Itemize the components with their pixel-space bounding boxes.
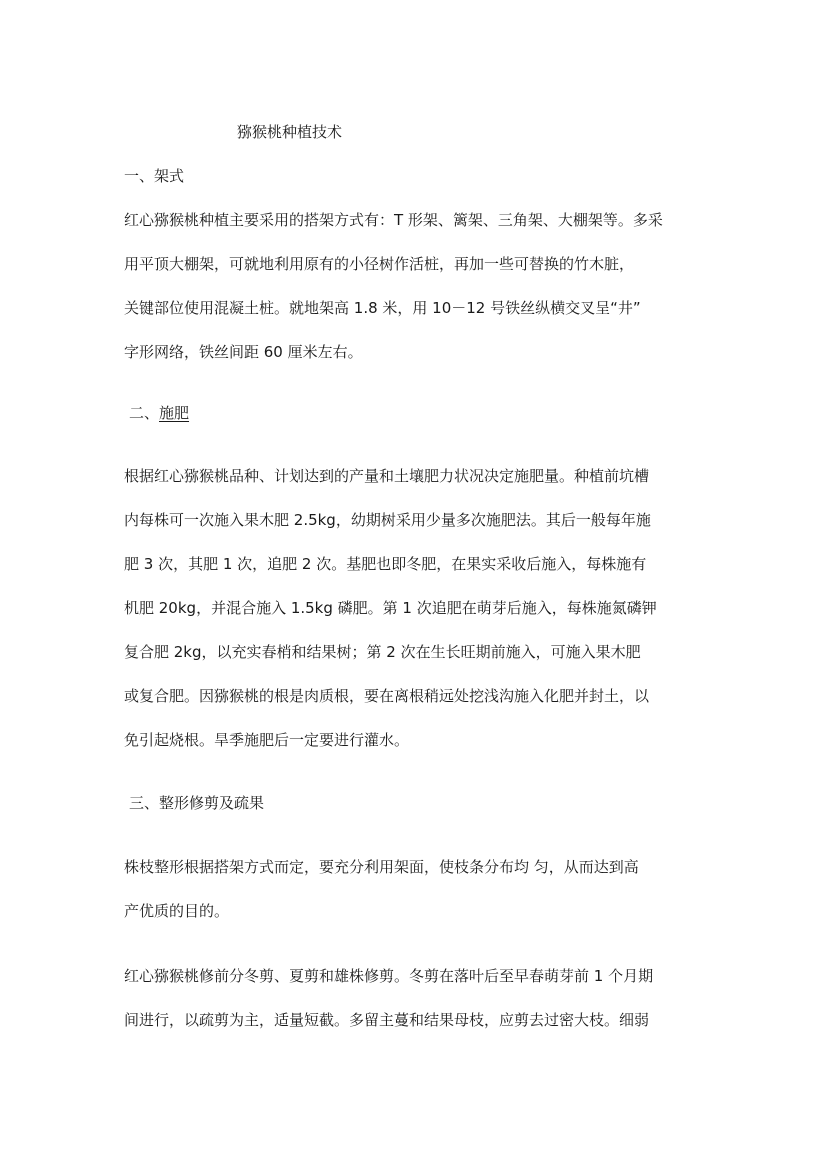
heading-prefix: 二、 <box>129 404 160 422</box>
text-line: 用平顶大棚架，可就地利用原有的小径树作活桩，再加一些可替换的竹木脏， <box>124 255 635 273</box>
paragraph-frame <box>124 210 709 362</box>
text-line: 产优质的目的。 <box>124 902 230 920</box>
text-line: 内每株可一次施入果木肥 2.5kg，幼期树采用少量多次施肥法。其后一般每年施 <box>124 511 651 529</box>
section-heading-frame: 一、架式 <box>124 167 185 185</box>
text-line: 红心猕猴桃种植主要采用的搭架方式有：T 形架、篱架、三角架、大棚架等。多采 <box>124 211 663 229</box>
paragraph-pruning <box>124 966 709 1030</box>
text-line: 复合肥 2kg，以充实春梢和结果树；第 2 次在生长旺期前施入，可施入果木肥 <box>124 643 641 661</box>
paragraph-fertilizing <box>124 466 709 750</box>
section-heading-fertilizing <box>129 403 189 423</box>
text-line: 机肥 20kg，并混合施入 1.5kg 磷肥。第 1 次追肥在萌芽后施入，每株施氮磷钾 <box>124 599 657 617</box>
text-line: 免引起烧根。旱季施肥后一定要进行灌水。 <box>124 731 410 749</box>
text-line: 红心猕猴桃修前分冬剪、夏剪和雄株修剪。冬剪在落叶后至早春萌芽前 1 个月期 <box>124 967 654 985</box>
text-line: 字形网络，铁丝间距 60 厘米左右。 <box>124 343 363 361</box>
paragraph-shaping <box>124 857 709 921</box>
text-line: 肥 3 次，其肥 1 次，追肥 2 次。基肥也即冬肥，在果实采收后施入，每株施有 <box>124 555 647 573</box>
text-line: 根据红心猕猴桃品种、计划达到的产量和土壤肥力状况决定施肥量。种植前坑槽 <box>124 467 650 485</box>
text-line: 间进行，以疏剪为主，适量短截。多留主蔓和结果母枝，应剪去过密大枝。细弱 <box>124 1011 650 1029</box>
text-line: 或复合肥。因猕猴桃的根是肉质根，要在离根稍远处挖浅沟施入化肥并封土，以 <box>124 687 650 705</box>
document-title: 猕猴桃种植技术 <box>237 123 343 141</box>
text-line: 株枝整形根据搭架方式而定，要充分利用架面，使枝条分布均 匀，从而达到高 <box>124 858 639 876</box>
heading-text: 施肥 <box>159 404 190 422</box>
text-line: 关键部位使用混凝土桩。就地架高 1.8 米，用 10－12 号铁丝纵横交叉呈“井” <box>124 299 641 317</box>
section-heading-pruning: 三、整形修剪及疏果 <box>129 794 265 812</box>
